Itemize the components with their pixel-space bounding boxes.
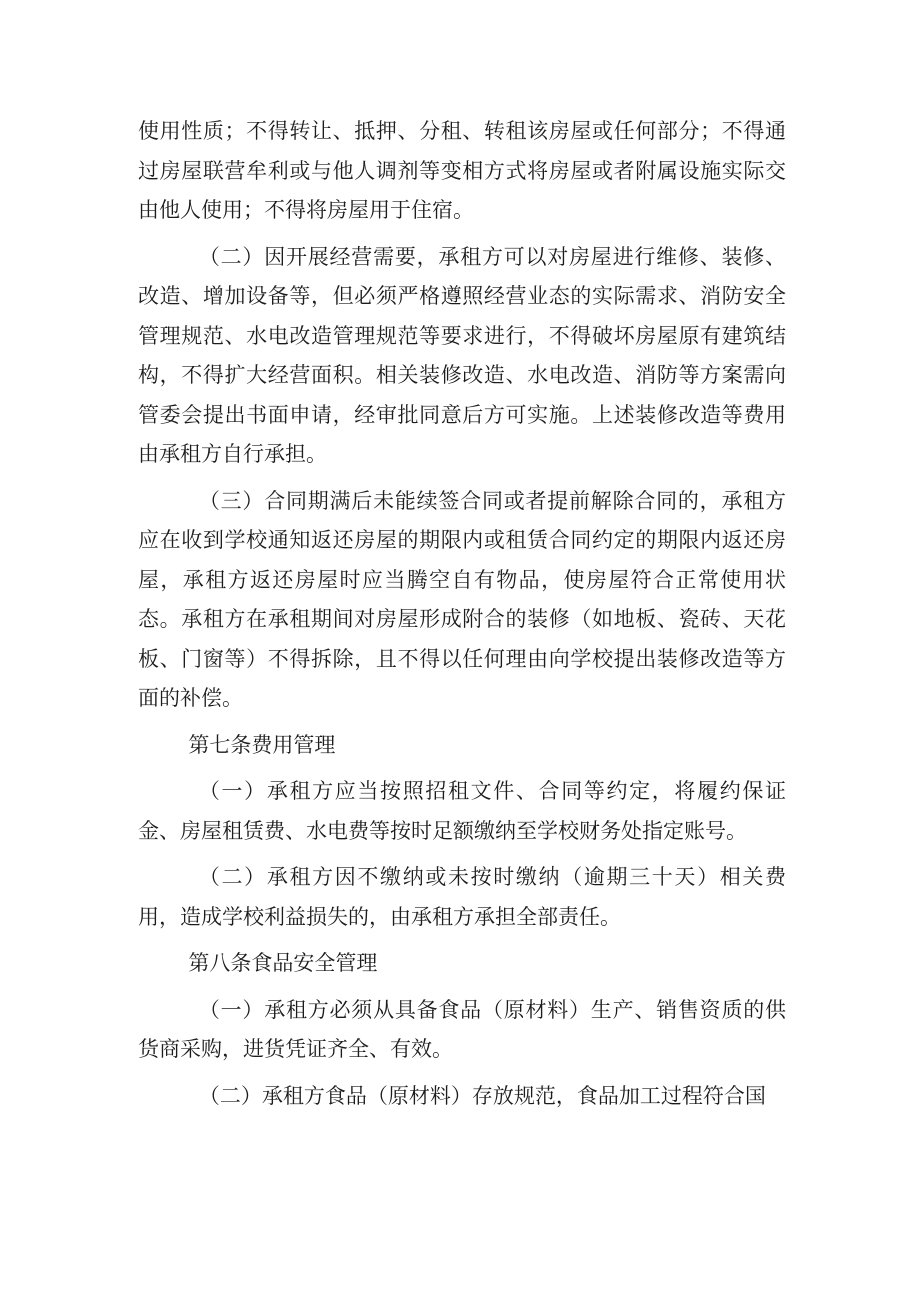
article-heading: 第七条费用管理 xyxy=(188,732,336,757)
paragraph-sub-item: （一）承租方应当按照招租文件、合同等约定，将履约保证金、房屋租赁费、水电费等按时足额缴纳至学校财务处指定账号。 xyxy=(138,779,786,843)
article-heading: 第八条食品安全管理 xyxy=(188,951,378,975)
paragraph-sub-item: （二）因开展经营需要，承租方可以对房屋进行维修、装修、改造、增加设备等，但必须严格遵照经营业态的实际需求、消防安全管理规范、水电改造管理规范等要求进行，不得破坏房屋原有建筑结构，不得扩大经营面积。相关装修改造、水电改造、消防等方案需向管委会提出书面申请，经审批同意后方可实施。上述装修改造等费用由承租方自行承担。 xyxy=(138,244,786,466)
paragraph-sub-item: （二）承租方因不缴纳或未按时缴纳（逾期三十天）相关费用，造成学校利益损失的，由承租方承担全部责任。 xyxy=(138,865,786,929)
paragraph-sub-item: （二）承租方食品（原材料）存放规范，食品加工过程符合国 xyxy=(198,1083,766,1108)
paragraph-continuation: 使用性质；不得转让、抵押、分租、转租该房屋或任何部分；不得通过房屋联营牟利或与他人调剂等变相方式将房屋或者附属设施实际交由他人使用；不得将房屋用于住宿。 xyxy=(138,119,786,222)
paragraph-sub-item: （三）合同期满后未能续签合同或者提前解除合同的，承租方应在收到学校通知返还房屋的期限内或租赁合同约定的期限内返还房屋，承租方返还房屋时应当腾空自有物品，使房屋符合正常使用状态。承租方在承租期间对房屋形成附合的装修（如地板、瓷砖、天花板、门窗等）不得拆除，且不得以任何理由向学校提出装修改造等方面的补偿。 xyxy=(138,488,786,710)
paragraph-sub-item: （一）承租方必须从具备食品（原材料）生产、销售资质的供货商采购，进货凭证齐全、有效。 xyxy=(138,997,786,1061)
document-body xyxy=(138,112,786,1116)
